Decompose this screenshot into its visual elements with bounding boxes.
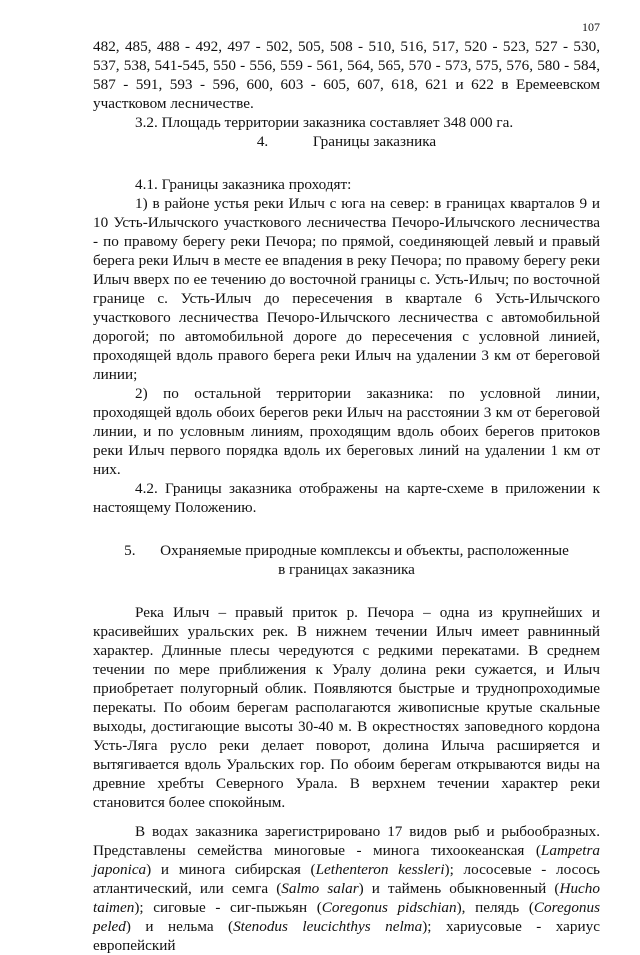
- section-5-fish-paragraph: [93, 822, 600, 955]
- page-number: 107: [582, 20, 600, 34]
- section-5-title-line-1: Охраняемые природные комплексы и объекты, расположенные: [160, 542, 569, 559]
- section-4-2-paragraph: 4.2. Границы заказника отображены на карте-схеме в приложении к настоящему Положению.: [93, 480, 600, 516]
- latin-name-lampetra: Lampetra japonica: [93, 842, 600, 878]
- section-4-1-paragraph: 4.1. Границы заказника проходят:: [135, 176, 352, 193]
- section-5-title-line-2: в границах заказника: [278, 561, 415, 578]
- intro-paragraph: 482, 485, 488 - 492, 497 - 502, 505, 508 - 510, 516, 517, 520 - 523, 527 - 530, 537, 538, 541-545, 550 - 556, 559 - 561, 564, 565, 570 - 573, 575, 576, 580 - 584, 587 - 591, 593 - 596, 600, 603 - 605, 607, 618, 621 и 622 в Еремеевском участковом лесничестве.: [93, 38, 600, 112]
- section-5-heading-line-1: [93, 541, 600, 560]
- latin-name-lethenteron: Lethenteron kessleri: [315, 861, 445, 878]
- section-4-item-1-paragraph: 1) в районе устья реки Илыч с юга на север: в границах кварталов 9 и 10 Усть-Илычского участкового лесничества Печоро-Илычского лесничества - по правому берегу реки Печора; по прямой, соединяющей левый и правый берега реки Илыч в месте ее впадения в реку Печора; по правому берегу реки Илыч вверх по ее течению до восточной границы с. Усть-Илыч; по восточной границе с. Усть-Илыч до пересечения в квартале 6 Усть-Илычского участкового лесничества Печоро-Илычского лесничества с автомобильной дорогой; по автомобильной дороге до пересечения с условной линией, проходящей вдоль правого берега реки Илыч на удалении 3 км от береговой линии;: [93, 195, 600, 383]
- section-4-title: Границы заказника: [312, 133, 437, 150]
- fish-text-h: ); хариусовые - хариус европейский: [93, 918, 600, 954]
- fish-text-c: ); лососевые - лосось атлантический, или семга (: [93, 861, 600, 897]
- section-5-number: 5.: [124, 542, 136, 559]
- latin-name-coregonus-peled: Coregonus peled: [93, 899, 601, 935]
- section-4-heading: [93, 132, 600, 151]
- area-paragraph: 3.2. Площадь территории заказника составляет 348 000 га.: [135, 114, 514, 131]
- fish-text-e: ); сиговые - сиг-пыжьян (: [134, 899, 322, 916]
- fish-text-f: ), пелядь (: [456, 899, 534, 916]
- latin-name-stenodus: Stenodus leucichthys nelma: [233, 918, 423, 935]
- latin-name-salmo: Salmo salar: [281, 880, 359, 897]
- section-5-river-paragraph: Река Илыч – правый приток р. Печора – одна из крупнейших и красивейших уральских рек. В нижнем течении Илыч имеет равнинный характер. Длинные плесы чередуются с редкими перекатами. В среднем течении по мере приближения к Уралу долина реки сужается, и Илыч приобретает полугорный облик. Появляются быстрые и труднопроходимые перекаты. По обоим берегам располагаются живописные крутые скальные выходы, достигающие высоты 30-40 м. В окрестностях заповедного кордона Усть-Лягa русло реки делает поворот, долина Илыча расширяется и вытягивается вдоль Уральских гор. По обоим берегам открываются виды на древние хребты Северного Урала. В верхнем течении характер реки становится более спокойным.: [93, 604, 600, 811]
- latin-name-coregonus-pidschian: Coregonus pidschian: [321, 899, 457, 916]
- fish-text-b: ) и минога сибирская (: [146, 861, 316, 878]
- fish-text-a: В водах заказника зарегистрировано 17 видов рыб и рыбообразных. Представлены семейства миноговые - минога тихоокеанская (: [93, 823, 600, 859]
- section-4-item-2-paragraph: 2) по остальной территории заказника: по условной линии, проходящей вдоль обоих берегов реки Илыч на расстоянии 3 км от береговой линии, и по условным линиям, проходящим вдоль обоих берегов притоков реки Илыч первого порядка вдоль их береговых линий на удалении 1 км от них.: [93, 385, 600, 478]
- latin-name-hucho: Hucho taimen: [93, 880, 600, 916]
- fish-text-d: ) и таймень обыкновенный (: [358, 880, 560, 897]
- section-5-heading: [93, 541, 600, 579]
- section-4-number: 4.: [256, 133, 269, 150]
- document-body: [93, 37, 600, 955]
- fish-text-g: ) и нельма (: [125, 918, 234, 935]
